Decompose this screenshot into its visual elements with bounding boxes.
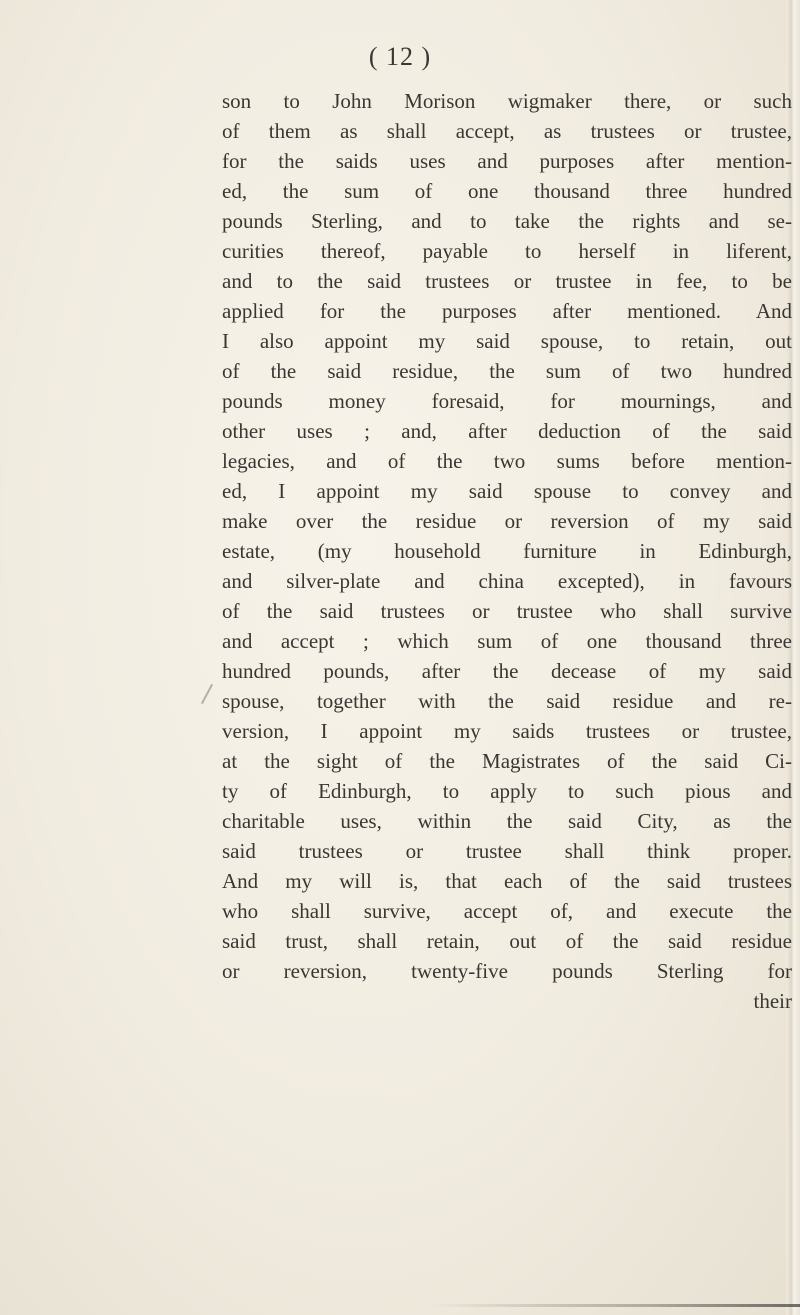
text-line: and accept ; which sum of one thousand three bbox=[222, 629, 792, 653]
text-line: at the sight of the Magistrates of the said Ci- bbox=[222, 749, 792, 773]
bottom-edge-shadow bbox=[430, 1304, 800, 1307]
text-line: of the said trustees or trustee who shall survive bbox=[222, 599, 792, 623]
text-line: and to the said trustees or trustee in fee, to be bbox=[222, 269, 792, 293]
text-line: and silver-plate and china excepted), in favours bbox=[222, 569, 792, 593]
text-line: And my will is, that each of the said trustees bbox=[222, 869, 792, 893]
text-line: applied for the purposes after mentioned. And bbox=[222, 299, 792, 323]
text-line: version, I appoint my saids trustees or trustee, bbox=[222, 719, 792, 743]
text-line: said trustees or trustee shall think proper. bbox=[222, 839, 792, 863]
text-line: of the said residue, the sum of two hundred bbox=[222, 359, 792, 383]
text-line: for the saids uses and purposes after mention- bbox=[222, 149, 792, 173]
text-line: spouse, together with the said residue and re- bbox=[222, 689, 792, 713]
text-line: of them as shall accept, as trustees or trustee, bbox=[222, 119, 792, 143]
text-line: estate, (my household furniture in Edinburgh, bbox=[222, 539, 792, 563]
body-text bbox=[222, 86, 792, 1016]
text-line: curities thereof, payable to herself in liferent, bbox=[222, 239, 792, 263]
margin-pencil-mark bbox=[201, 684, 213, 704]
text-line: hundred pounds, after the decease of my said bbox=[222, 659, 792, 683]
text-line: make over the residue or reversion of my said bbox=[222, 509, 792, 533]
text-line: other uses ; and, after deduction of the said bbox=[222, 419, 792, 443]
text-line: who shall survive, accept of, and execute the bbox=[222, 899, 792, 923]
text-line: ty of Edinburgh, to apply to such pious and bbox=[222, 779, 792, 803]
text-line: said trust, shall retain, out of the said residue bbox=[222, 929, 792, 953]
text-line: ed, the sum of one thousand three hundred bbox=[222, 179, 792, 203]
text-line: pounds money foresaid, for mournings, and bbox=[222, 389, 792, 413]
text-line: or reversion, twenty-five pounds Sterling for bbox=[222, 959, 792, 983]
text-line: legacies, and of the two sums before mention- bbox=[222, 449, 792, 473]
text-line: pounds Sterling, and to take the rights and se- bbox=[222, 209, 792, 233]
text-line: I also appoint my said spouse, to retain, out bbox=[222, 329, 792, 353]
page-number: ( 12 ) bbox=[368, 42, 432, 71]
catchword: their bbox=[753, 989, 792, 1013]
text-line: ed, I appoint my said spouse to convey and bbox=[222, 479, 792, 503]
text-line: son to John Morison wigmaker there, or such bbox=[222, 89, 792, 113]
text-line: charitable uses, within the said City, as the bbox=[222, 809, 792, 833]
